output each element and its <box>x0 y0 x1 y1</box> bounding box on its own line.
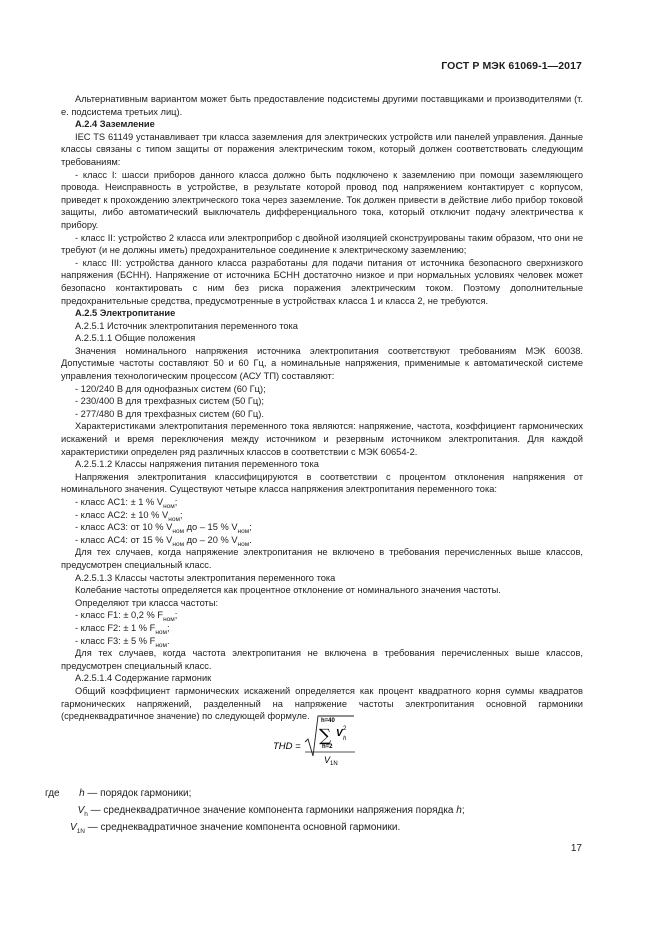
paragraph: Напряжения электропитания классифицируются в соответствии с процентом отклонения напряжения от номинального значения. Существуют четыре класса напряжения электропитания переменного тока: <box>61 471 583 495</box>
numerator-subscript: h <box>343 736 347 742</box>
list-item: - класс II: устройство 2 класса или электроприбор с двойной изоляцией сконструированы таким образом, что они не требуют (и не должны иметь) предохранительное соединение к электрическому заземлению; <box>61 232 583 256</box>
list-item: - класс F3: ± 5 % $F_{ном}$. <box>75 635 170 649</box>
sum-sign: ∑ <box>319 726 332 746</box>
paragraph: Колебание частоты определяется как процентное отклонение от номинального значения частоты. <box>75 585 501 596</box>
sum-lower-limit: h=2 <box>322 744 333 750</box>
page-number: 17 <box>570 843 582 854</box>
formula-lhs: THD = <box>273 741 301 752</box>
paragraph: Определяют три класса частоты: <box>75 597 219 608</box>
numerator-v: V <box>336 728 343 739</box>
list-item: - класс F2: ± 1 % $F_{ном}$; <box>75 622 170 636</box>
subsection-heading: А.2.5.1.3 Классы частоты электропитания переменного тока <box>75 572 336 583</box>
intro-paragraph: Альтернативным вариантом может быть предоставление подсистемы другими поставщиками и производителями (т. е. подсистема третьих лиц). <box>61 94 583 117</box>
list-item: - класс III: устройства данного класса разработаны для подачи питания от источника безопасного сверхнизкого напряжения (БСНН). Напряжение от источника БСНН достаточно низкое и при нормальных условиях человек может безопасно контактировать с ним без риска поражения электрическим током. Поэтому дополнительные предохранительные средства, предусмотренные в устройствах класса 1 и класса 2, не требуются. <box>61 257 583 306</box>
subsection-heading: А.2.5.1.2 Классы напряжения питания переменного тока <box>75 459 319 470</box>
list-item: - класс AC4: от 15 % $V_{ном}$ до – 20 % $V_{ном}$. <box>75 534 252 548</box>
list-item: - класс F1: ± 0,2 % $F_{ном}$; <box>75 610 178 624</box>
formula-legend <box>45 785 465 836</box>
subsection-heading: А.2.5.1.1 Общие положения <box>75 333 196 344</box>
list-item: - класс AC2: ± 10 % $V_{ном}$; <box>75 509 183 523</box>
paragraph: IEC TS 61149 устанавливает три класса заземления для электрических устройств или панелей управления. Данные классы связаны с типом защиты от поражения электрическим током, который должен соответствовать следующим требованиям: <box>61 131 583 167</box>
list-item: - 120/240 В для однофазных систем (60 Гц); <box>75 383 266 394</box>
denominator-subscript: 1N <box>330 761 338 767</box>
thd-formula <box>268 712 388 772</box>
document-header: ГОСТ Р МЭК 61069-1—2017 <box>441 60 582 72</box>
section-heading-power: А.2.5 Электропитание <box>75 308 176 319</box>
page-body <box>61 93 583 723</box>
list-item: - класс AC3: от 10 % $V_{ном}$ до – 15 % $V_{ном}$; <box>75 522 252 536</box>
numerator-superscript: 2 <box>343 726 347 732</box>
section-heading-grounding: А.2.4 Заземление <box>75 119 155 130</box>
paragraph: Значения номинального напряжения источника электропитания соответствуют требованиям МЭК 60038. Допустимые частоты составляют 50 и 60 Гц, а номинальные напряжения, применимые к автоматической системе управления технологическим процессом (АСУ ТП) составляют: <box>61 345 583 382</box>
sum-upper-limit: h=40 <box>321 718 335 724</box>
legend-row-v1n: $V_{1N}$ — среднеквадратичное значение компонента основной гармоники. <box>70 822 401 835</box>
list-item: - 277/480 В для трехфазных систем (60 Гц). <box>75 408 264 419</box>
subsection-heading: А.2.5.1.4 Содержание гармоник <box>75 673 212 684</box>
paragraph: Общий коэффициент гармонических искажений определяется как процент квадратного корня суммы квадратов гармонических напряжений, разделенный на напряжение частоты электропитания основной гармоники (среднеквадратичное значение) по следующей формуле. <box>61 685 583 722</box>
list-item: - 230/400 В для трехфазных систем (50 Гц); <box>75 396 264 407</box>
legend-row-vh: $V_h$ — среднеквадратичное значение компонента гармоники напряжения порядка h; <box>77 805 465 818</box>
paragraph: Для тех случаев, когда напряжение электропитания не включено в требования перечисленных выше классов, предусмотрен специальный класс. <box>61 547 583 570</box>
denominator-v: V <box>324 755 331 765</box>
subsection-heading: А.2.5.1 Источник электропитания переменного тока <box>75 320 298 331</box>
paragraph: Характеристиками электропитания переменного тока являются: напряжение, частота, коэффициент гармонических искажений и время переключения между источником и резервным источником электропитания. Для каждой характеристики определен ряд различных классов в соответствии с МЭК 60654-2. <box>61 421 583 457</box>
list-item: - класс I: шасси приборов данного класса должно быть подключено к заземлению при помощи заземляющего провода. Неисправность в устройстве, в результате которой провод под напряжением контактирует с корпусом, приведет к прохождению электрического тока через заземление. Ток должен привести в действие либо прибор токовой защиты, либо автоматический выключатель дифференциального тока, который отключит подачу электричества к прибору. <box>61 169 583 230</box>
paragraph: Для тех случаев, когда частота электропитания не включена в требования перечисленных выше классов, предусмотрен специальный класс. <box>61 648 583 671</box>
list-item: - класс AC1: ± 1 % $V_{ном}$; <box>75 497 178 510</box>
legend-row-h: где h — порядок гармоники; <box>45 788 192 799</box>
